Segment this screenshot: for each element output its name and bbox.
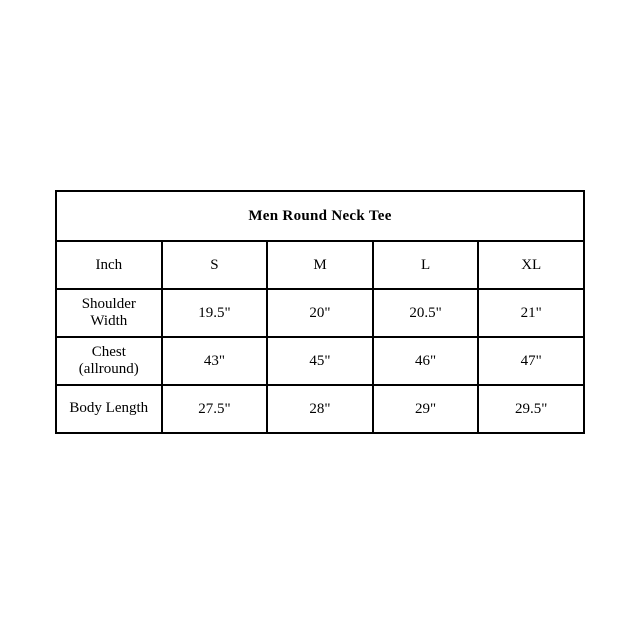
- row-label-line: Chest: [91, 343, 126, 360]
- cell-chest-m: 45": [267, 337, 373, 385]
- row-label-chest: [56, 337, 162, 385]
- cell-body-length-l: 29": [373, 385, 479, 433]
- cell-chest-xl: 47": [478, 337, 584, 385]
- row-label-line: Width: [90, 313, 128, 329]
- chart-title: Men Round Neck Tee: [56, 191, 584, 241]
- cell-body-length-m: 28": [267, 385, 373, 433]
- header-row: [56, 241, 584, 289]
- row-label-shoulder-width: [56, 289, 162, 337]
- size-header-xl: XL: [478, 241, 584, 289]
- size-chart-body: [56, 191, 584, 433]
- cell-shoulder-width-m: 20": [267, 289, 373, 337]
- cell-chest-l: 46": [373, 337, 479, 385]
- cell-shoulder-width-s: 19.5": [162, 289, 268, 337]
- row-label-line: (allround): [78, 361, 139, 377]
- cell-body-length-s: 27.5": [162, 385, 268, 433]
- cell-shoulder-width-xl: 21": [478, 289, 584, 337]
- size-header-s: S: [162, 241, 268, 289]
- cell-shoulder-width-l: 20.5": [373, 289, 479, 337]
- size-chart-table: [55, 190, 585, 434]
- table-row: [56, 337, 584, 385]
- row-label-line: Shoulder: [81, 295, 136, 312]
- title-row: [56, 191, 584, 241]
- size-header-l: L: [373, 241, 479, 289]
- table-row: [56, 289, 584, 337]
- row-label-line: Body Length: [69, 400, 149, 417]
- size-header-m: M: [267, 241, 373, 289]
- cell-body-length-xl: 29.5": [478, 385, 584, 433]
- unit-header-cell: Inch: [56, 241, 162, 289]
- cell-chest-s: 43": [162, 337, 268, 385]
- row-label-body-length: [56, 385, 162, 433]
- table-row: [56, 385, 584, 433]
